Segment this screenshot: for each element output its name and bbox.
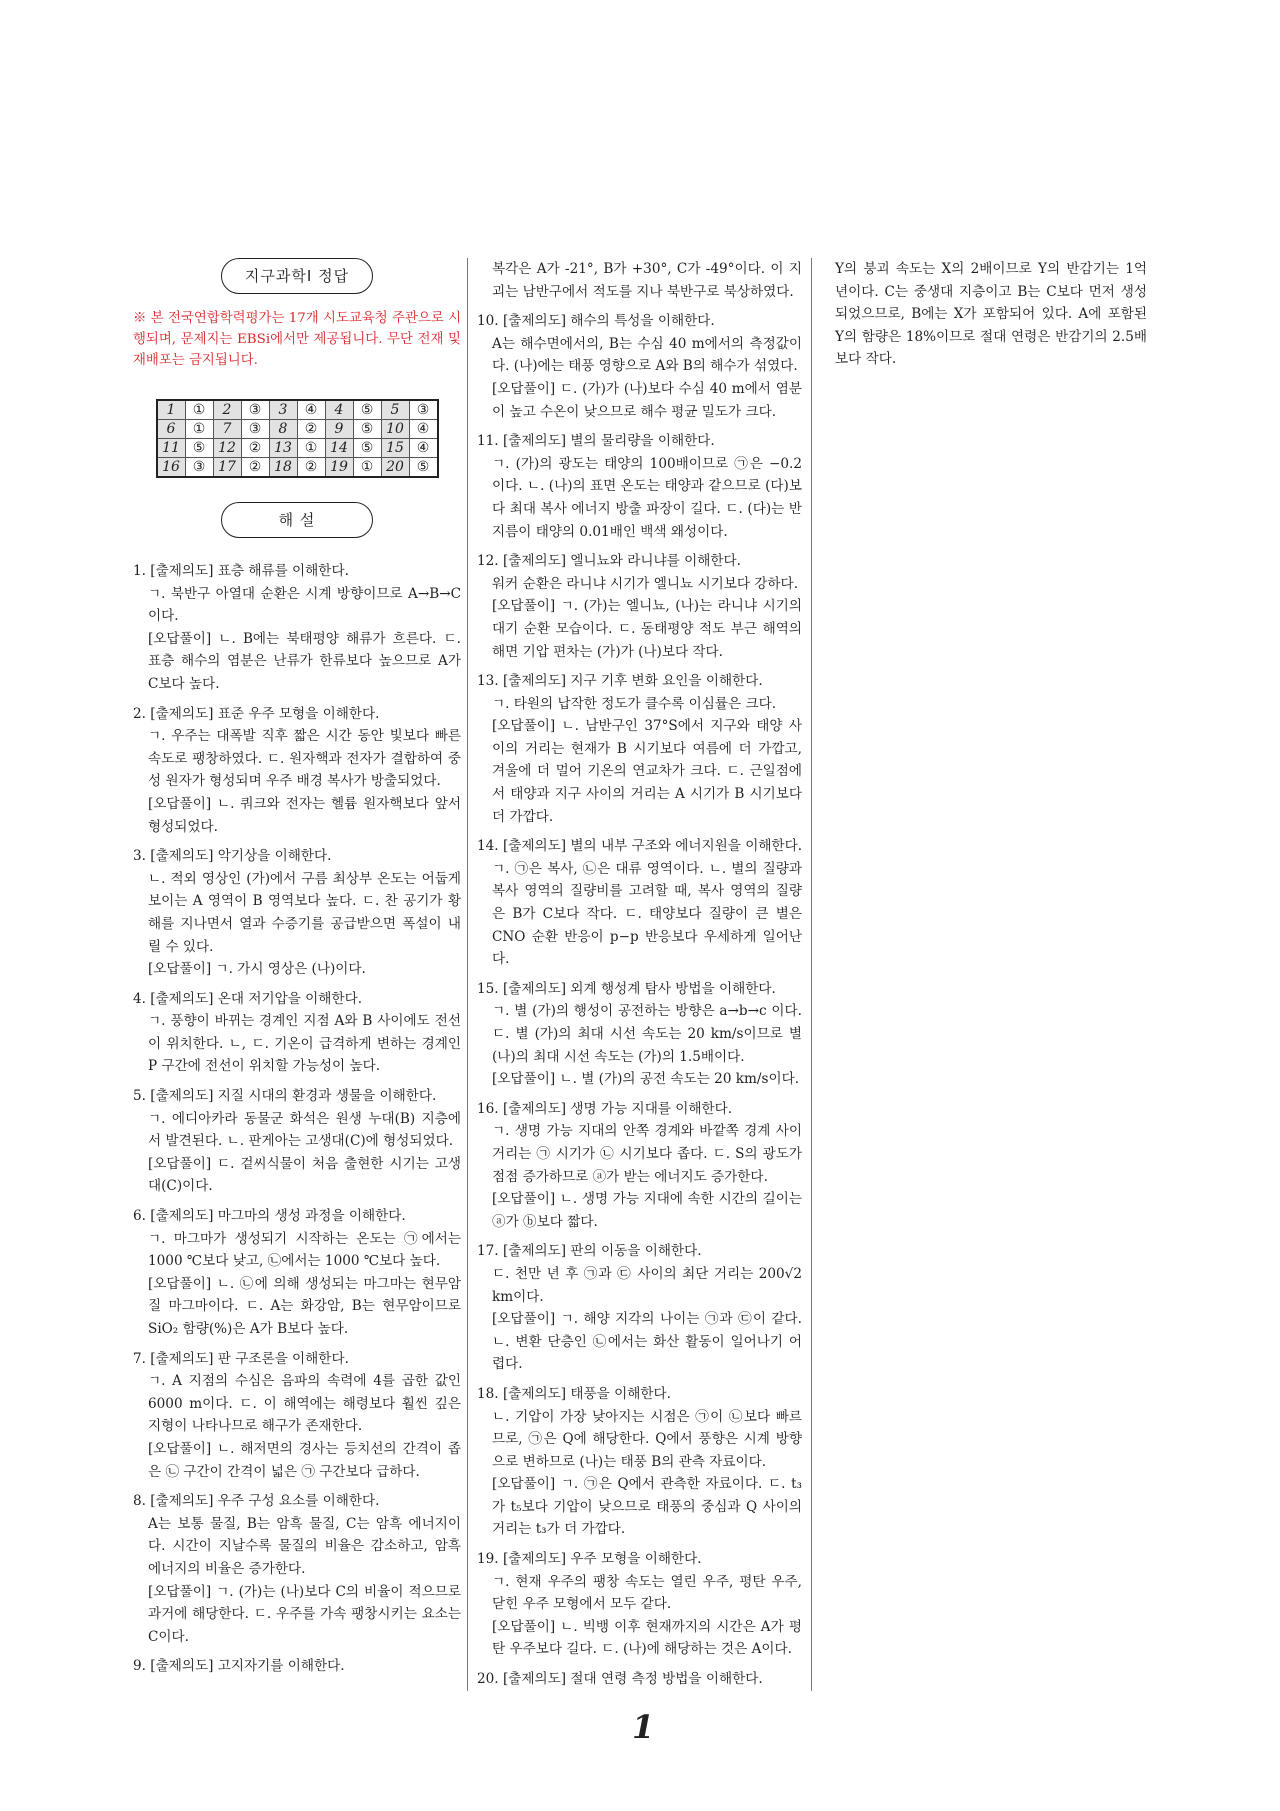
- question-number: 12: [213, 439, 241, 458]
- answer-choice: ⑤: [409, 458, 438, 478]
- question-number: 3: [269, 400, 297, 420]
- explanation-item: [477, 310, 802, 423]
- spacer: [133, 478, 461, 502]
- answer-choice: ③: [185, 458, 213, 478]
- answer-row: [157, 439, 438, 458]
- explanation-item: [477, 1668, 802, 1691]
- item-paragraph: ㄷ. 천만 년 후 ㉠과 ㉢ 사이의 최단 거리는 200√2 km이다.: [492, 1265, 802, 1305]
- question-number: 1: [157, 400, 186, 420]
- answer-choice: ①: [185, 420, 213, 439]
- explanation-item: [133, 1490, 461, 1648]
- explanation-item: [133, 1655, 461, 1678]
- item-paragraph: [오답풀이] ㄴ. ㉡에 의해 생성되는 마그마는 현무암질 마그마이다. ㄷ. A는 화강암, B는 현무암이므로 SiO₂ 함량(%)은 A가 B보다 높다.: [148, 1275, 461, 1337]
- item-paragraph: [오답풀이] ㄱ. 해양 지각의 나이는 ㉠과 ㉢이 같다. ㄴ. 변환 단층인 ㉡에서는 화산 활동이 일어나기 어렵다.: [492, 1311, 802, 1373]
- question-number: 17: [213, 458, 241, 478]
- item-title: 6. [출제의도] 마그마의 생성 과정을 이해한다.: [133, 1208, 406, 1225]
- answer-row: [157, 458, 438, 478]
- answer-choice: ①: [185, 400, 213, 420]
- item-title: 10. [출제의도] 해수의 특성을 이해한다.: [477, 313, 715, 330]
- item-paragraph: [오답풀이] ㄱ. (가)는 엘니뇨, (나)는 라니냐 시기의 대기 순환 모습이다. ㄷ. 동태평양 적도 부근 해역의 해면 기압 편차는 (가)가 (나)보다 작다.: [492, 598, 802, 660]
- answer-choice: ⑤: [353, 400, 381, 420]
- item-paragraph: ㄱ. 마그마가 생성되기 시작하는 온도는 ㉠에서는 1000 ℃보다 낮고, ㉡에서는 1000 ℃보다 높다.: [148, 1230, 461, 1270]
- item-paragraph: ㄱ. 타원의 납작한 정도가 클수록 이심률은 크다.: [492, 695, 777, 712]
- explanation-item: [477, 1548, 802, 1661]
- answer-choice: ②: [297, 420, 325, 439]
- question-number: 16: [157, 458, 186, 478]
- answer-choice: ①: [353, 458, 381, 478]
- item-paragraph: ㄴ. 적외 영상인 (가)에서 구름 최상부 온도는 어둡게 보이는 A 영역이 B 영역보다 높다. ㄷ. 찬 공기가 황해를 지나면서 열과 수증기를 공급받으면 폭설이 내릴 수 있다.: [148, 870, 462, 955]
- explanation-title: 해 설: [278, 510, 316, 529]
- answer-choice: ②: [241, 458, 269, 478]
- item-paragraph: ㄱ. 우주는 대폭발 직후 짧은 시간 동안 빛보다 빠른 속도로 팽창하였다. ㄷ. 원자핵과 전자가 결합하여 중성 원자가 형성되며 우주 배경 복사가 방출되었다.: [148, 728, 461, 790]
- item-paragraph: ㄱ. 별 (가)의 행성이 공전하는 방향은 a→b→c 이다. ㄷ. 별 (가)의 최대 시선 속도는 20 km/s이므로 별 (나)의 최대 시선 속도는 (가)의 1.5배이다.: [492, 1003, 802, 1065]
- explanation-item: [477, 258, 802, 303]
- explanation-item: [477, 1098, 802, 1234]
- answer-choice: ③: [409, 400, 438, 420]
- answer-row: [157, 420, 438, 439]
- item-title: 12. [출제의도] 엘니뇨와 라니냐를 이해한다.: [477, 553, 741, 570]
- explanation-item: [477, 1240, 802, 1376]
- item-title: 17. [출제의도] 판의 이동을 이해한다.: [477, 1243, 702, 1260]
- explanation-item: [133, 560, 461, 696]
- item-title: 15. [출제의도] 외계 행성계 탐사 방법을 이해한다.: [477, 980, 776, 997]
- answer-choice: ④: [297, 400, 325, 420]
- item-paragraph: [오답풀이] ㄴ. 빅뱅 이후 현재까지의 시간은 A가 평탄 우주보다 길다. ㄷ. (나)에 해당하는 것은 A이다.: [492, 1618, 802, 1658]
- question-number: 19: [325, 458, 353, 478]
- left-items: [133, 560, 461, 1678]
- answer-choice: ②: [297, 458, 325, 478]
- question-number: 6: [157, 420, 186, 439]
- item-paragraph: [오답풀이] ㄱ. ㉠은 Q에서 관측한 자료이다. ㄷ. t₃가 t₅보다 기압이 낮으므로 태풍의 중심과 Q 사이의 거리는 t₃가 더 가깝다.: [492, 1476, 802, 1538]
- item-title: 13. [출제의도] 지구 기후 변화 요인을 이해한다.: [477, 673, 763, 690]
- explanation-item: [477, 550, 802, 663]
- question-number: 9: [325, 420, 353, 439]
- item-title: 19. [출제의도] 우주 모형을 이해한다.: [477, 1551, 702, 1568]
- item-paragraph: ㄱ. 현재 우주의 팽창 속도는 열린 우주, 평탄 우주, 닫힌 우주 모형에서 모두 같다.: [492, 1573, 802, 1613]
- item-paragraph: [오답풀이] ㄴ. B에는 북태평양 해류가 흐른다. ㄷ. 표층 해수의 염분은 난류가 한류보다 높으므로 A가 C보다 높다.: [148, 630, 461, 692]
- item-paragraph: [오답풀이] ㄴ. 생명 가능 지대에 속한 시간의 길이는 ⓐ가 ⓑ보다 짧다.: [492, 1191, 802, 1230]
- question-number: 10: [381, 420, 409, 439]
- left-column: [133, 258, 461, 1678]
- item-title: 3. [출제의도] 악기상을 이해한다.: [133, 848, 332, 865]
- page-number: 1: [632, 1708, 655, 1746]
- item-paragraph: [오답풀이] ㄷ. (가)가 (나)보다 수심 40 m에서 염분이 높고 수온이 낮으므로 해수 평균 밀도가 크다.: [492, 380, 802, 420]
- explanation-item: [133, 703, 461, 839]
- item-paragraph: ㄱ. 에디아카라 동물군 화석은 원생 누대(B) 지층에서 발견된다. ㄴ. 판게아는 고생대(C)에 형성되었다.: [148, 1110, 461, 1150]
- explanation-item: [477, 1383, 802, 1541]
- question-number: 8: [269, 420, 297, 439]
- explanation-item: [133, 1085, 461, 1198]
- item-paragraph: [오답풀이] ㄷ. 겉씨식물이 처음 출현한 시기는 고생대(C)이다.: [148, 1155, 461, 1195]
- item-paragraph: ㄴ. 기압이 가장 낮아지는 시점은 ㉠이 ㉡보다 빠르므로, ㉠은 Q에 해당한다. Q에서 풍향은 시계 방향으로 변하므로 (나)는 태풍 B의 관측 자료이다.: [492, 1408, 802, 1470]
- item-paragraph: [오답풀이] ㄴ. 쿼크와 전자는 헬륨 원자핵보다 앞서 형성되었다.: [148, 795, 461, 835]
- spacer: [133, 538, 461, 560]
- item-title: 9. [출제의도] 고지자기를 이해한다.: [133, 1658, 345, 1675]
- item-paragraph: [오답풀이] ㄴ. 별 (가)의 공전 속도는 20 km/s이다.: [492, 1071, 800, 1088]
- question-number: 20: [381, 458, 409, 478]
- explanation-item: [133, 988, 461, 1078]
- explanation-item: [133, 845, 461, 981]
- item-title: 16. [출제의도] 생명 가능 지대를 이해한다.: [477, 1100, 733, 1117]
- item-paragraph: A는 해수면에서의, B는 수심 40 m에서의 측정값이다. (나)에는 태풍 영향으로 A와 B의 해수가 섞였다.: [492, 335, 802, 375]
- answer-choice: ④: [409, 439, 438, 458]
- explanation-item: [133, 1205, 461, 1341]
- item-paragraph: ㄱ. A 지점의 수심은 음파의 속력에 4를 곱한 값인 6000 m이다. ㄷ. 이 해역에는 해령보다 훨씬 깊은 지형이 나타나므로 해구가 존재한다.: [148, 1373, 461, 1435]
- answer-choice: ①: [297, 439, 325, 458]
- question-number: 18: [269, 458, 297, 478]
- explanation-title-box: [221, 502, 373, 538]
- item-paragraph: [오답풀이] ㄱ. 가시 영상은 (나)이다.: [148, 961, 366, 978]
- item-paragraph: Y의 붕괴 속도는 X의 2배이므로 Y의 반감기는 1억 년이다. C는 중생대 지층이고 B는 C보다 먼저 생성되었으므로, B에는 X가 포함되어 있다. A에 포함된 Y의 함량은 18%이므로 절대 연령은 반감기의 2.5배보다 작다.: [835, 261, 1147, 368]
- answer-title-box: [221, 258, 373, 294]
- answer-choice: ⑤: [185, 439, 213, 458]
- answer-title: 지구과학Ⅰ 정답: [244, 266, 350, 285]
- item-title: 5. [출제의도] 지질 시대의 환경과 생물을 이해한다.: [133, 1088, 437, 1105]
- item-paragraph: ㄱ. ㉠은 복사, ㉡은 대류 영역이다. ㄴ. 별의 질량과 복사 영역의 질량비를 고려할 때, 복사 영역의 질량은 B가 C보다 작다. ㄷ. 태양보다 질량이 큰 별은 CNO 순환 반응이 p−p 반응보다 우세하게 일어난다.: [492, 860, 802, 968]
- answer-choice: ③: [241, 420, 269, 439]
- item-paragraph: 복각은 A가 -21°, B가 +30°, C가 -49°이다. 이 지괴는 남반구에서 적도를 지나 북반구로 북상하였다.: [492, 261, 802, 300]
- answer-choice: ②: [241, 439, 269, 458]
- question-number: 4: [325, 400, 353, 420]
- question-number: 2: [213, 400, 241, 420]
- explanation-item: [835, 258, 1147, 371]
- question-number: 7: [213, 420, 241, 439]
- question-number: 13: [269, 439, 297, 458]
- item-paragraph: ㄱ. 풍향이 바뀌는 경계인 지점 A와 B 사이에도 전선이 위치한다. ㄴ, ㄷ. 기온이 급격하게 변하는 경계인 P 구간에 전선이 위치할 가능성이 높다.: [148, 1013, 461, 1075]
- explanation-item: [133, 1348, 461, 1484]
- item-paragraph: [오답풀이] ㄱ. (가)는 (나)보다 C의 비율이 적으므로 과거에 해당한다. ㄷ. 우주를 가속 팽창시키는 요소는 C이다.: [148, 1583, 461, 1645]
- answer-row: [157, 400, 438, 420]
- middle-column: [477, 258, 802, 1691]
- item-title: 7. [출제의도] 판 구조론을 이해한다.: [133, 1350, 349, 1367]
- item-paragraph: ㄱ. 북반구 아열대 순환은 시계 방향이므로 A→B→C이다.: [148, 585, 461, 625]
- item-title: 4. [출제의도] 온대 저기압을 이해한다.: [133, 990, 363, 1007]
- question-number: 15: [381, 439, 409, 458]
- question-number: 14: [325, 439, 353, 458]
- copyright-notice: ※ 본 전국연합학력평가는 17개 시도교육청 주관으로 시행되며, 문제지는 EBSi에서만 제공됩니다. 무단 전재 및 재배포는 금지됩니다.: [133, 311, 461, 368]
- explanation-item: [477, 978, 802, 1091]
- item-title: 14. [출제의도] 별의 내부 구조와 에너지원을 이해한다.: [477, 838, 803, 855]
- explanation-item: [477, 430, 802, 543]
- answer-choice: ⑤: [353, 420, 381, 439]
- item-title: 8. [출제의도] 우주 구성 요소를 이해한다.: [133, 1493, 380, 1510]
- answer-table: [156, 399, 439, 478]
- answer-choice: ⑤: [353, 439, 381, 458]
- item-paragraph: ㄱ. 생명 가능 지대의 안쪽 경계와 바깥쪽 경계 사이 거리는 ㉠ 시기가 ㉡ 시기보다 좁다. ㄷ. S의 광도가 점점 증가하므로 ⓐ가 받는 에너지도 증가한다.: [492, 1123, 802, 1185]
- explanation-item: [477, 835, 802, 971]
- item-paragraph: [오답풀이] ㄴ. 해저면의 경사는 등치선의 간격이 좁은 ㉡ 구간이 간격이 넓은 ㉠ 구간보다 급하다.: [148, 1440, 461, 1480]
- right-column: [835, 258, 1147, 378]
- item-title: 18. [출제의도] 태풍을 이해한다.: [477, 1385, 671, 1402]
- item-title: 1. [출제의도] 표층 해류를 이해한다.: [133, 563, 349, 579]
- item-title: 11. [출제의도] 별의 물리량을 이해한다.: [477, 433, 715, 450]
- column-divider: [811, 258, 812, 1691]
- answer-choice: ③: [241, 400, 269, 420]
- question-number: 11: [157, 439, 186, 458]
- item-title: 20. [출제의도] 절대 연령 측정 방법을 이해한다.: [477, 1671, 763, 1688]
- explanation-item: [477, 670, 802, 828]
- item-paragraph: A는 보통 물질, B는 암흑 물질, C는 암흑 에너지이다. 시간이 지날수록 물질의 비율은 감소하고, 암흑 에너지의 비율은 증가한다.: [148, 1515, 461, 1577]
- item-paragraph: [오답풀이] ㄴ. 남반구인 37°S에서 지구와 태양 사이의 거리는 현재가 B 시기보다 여름에 더 가깝고, 겨울에 더 멀어 기온의 연교차가 크다. ㄷ. 근일점에서 태양과 지구 사이의 거리는 A 시기가 B 시기보다 더 가깝다.: [492, 718, 802, 825]
- item-title: 2. [출제의도] 표준 우주 모형을 이해한다.: [133, 705, 380, 722]
- item-paragraph: 워커 순환은 라니냐 시기가 엘니뇨 시기보다 강하다.: [492, 575, 799, 592]
- item-paragraph: ㄱ. (가)의 광도는 태양의 100배이므로 ㉠은 −0.2이다. ㄴ. (나)의 표면 온도는 태양과 같으므로 (다)보다 최대 복사 에너지 방출 파장이 길다. ㄷ. (다)는 반지름이 태양의 0.01배인 백색 왜성이다.: [492, 455, 802, 540]
- question-number: 5: [381, 400, 409, 420]
- column-divider: [467, 258, 468, 1691]
- answer-choice: ④: [409, 420, 438, 439]
